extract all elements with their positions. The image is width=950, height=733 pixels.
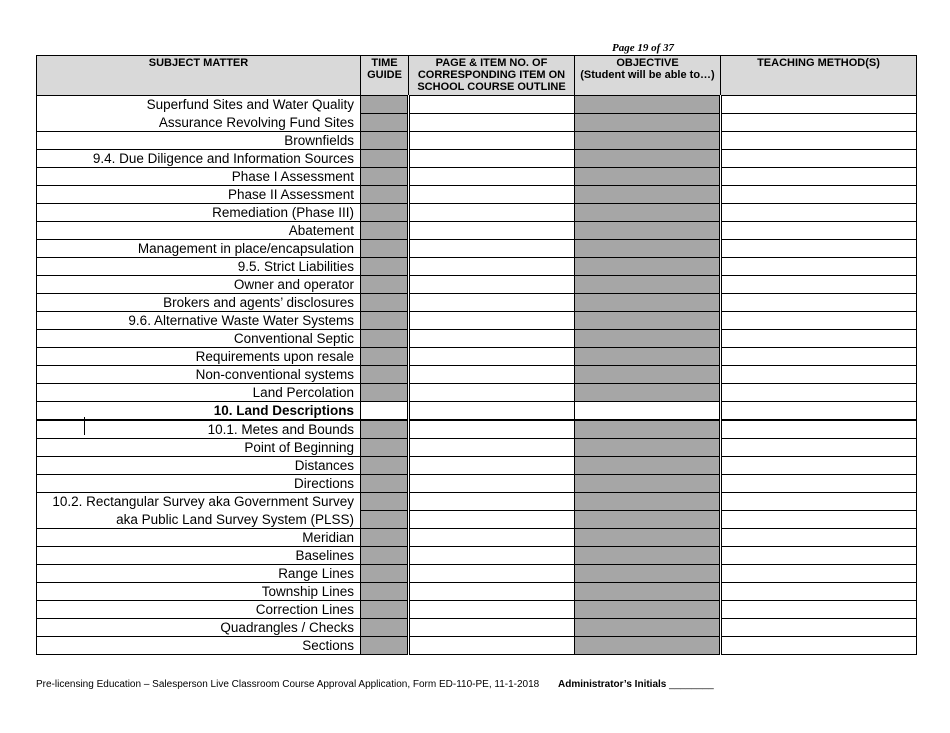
form-identifier: Pre-licensing Education – Salesperson Live Classroom Course Approval Application, Form ED-110-PE, 11-1-2018	[36, 679, 540, 690]
time-guide-cell[interactable]	[361, 637, 409, 655]
objective-cell[interactable]	[575, 348, 721, 366]
subject-cell: Phase II Assessment	[37, 186, 361, 204]
time-guide-cell[interactable]	[361, 511, 409, 529]
page-item-cell[interactable]	[409, 204, 575, 222]
objective-cell[interactable]	[575, 222, 721, 240]
teaching-method-cell[interactable]	[721, 402, 917, 421]
subject-cell: Range Lines	[37, 565, 361, 583]
page-item-cell[interactable]	[409, 312, 575, 330]
objective-cell[interactable]	[575, 619, 721, 637]
table-row	[37, 402, 917, 421]
teaching-method-cell[interactable]	[721, 583, 917, 601]
teaching-method-cell[interactable]	[721, 240, 917, 258]
objective-cell[interactable]	[575, 150, 721, 168]
table-row	[37, 132, 917, 150]
time-guide-cell[interactable]	[361, 330, 409, 348]
objective-cell[interactable]	[575, 114, 721, 132]
table-row	[37, 583, 917, 601]
subject-cell: 10. Land Descriptions	[37, 402, 361, 421]
subject-cell: 10.1. Metes and Bounds	[37, 420, 361, 439]
time-guide-cell[interactable]	[361, 186, 409, 204]
teaching-method-cell[interactable]	[721, 493, 917, 511]
subject-cell: Point of Beginning	[37, 439, 361, 457]
teaching-method-cell[interactable]	[721, 529, 917, 547]
objective-cell[interactable]	[575, 475, 721, 493]
teaching-method-cell[interactable]	[721, 330, 917, 348]
objective-cell[interactable]	[575, 168, 721, 186]
page-item-cell[interactable]	[409, 475, 575, 493]
teaching-method-cell[interactable]	[721, 186, 917, 204]
table-row	[37, 366, 917, 384]
subject-cell: Owner and operator	[37, 276, 361, 294]
page-item-cell[interactable]	[409, 150, 575, 168]
teaching-method-cell[interactable]	[721, 420, 917, 439]
subject-cell: Requirements upon resale	[37, 348, 361, 366]
page-item-cell[interactable]	[409, 240, 575, 258]
subject-cell: Brownfields	[37, 132, 361, 150]
table-row	[37, 601, 917, 619]
objective-cell[interactable]	[575, 258, 721, 276]
table-row	[37, 150, 917, 168]
subject-cell: Directions	[37, 475, 361, 493]
time-guide-cell[interactable]	[361, 439, 409, 457]
subject-cell: Conventional Septic	[37, 330, 361, 348]
teaching-method-cell[interactable]	[721, 276, 917, 294]
page-item-cell[interactable]	[409, 511, 575, 529]
page-footer	[36, 679, 714, 690]
table-row	[37, 204, 917, 222]
time-guide-cell[interactable]	[361, 240, 409, 258]
time-guide-cell[interactable]	[361, 132, 409, 150]
subject-cell: Phase I Assessment	[37, 168, 361, 186]
page-item-cell[interactable]	[409, 114, 575, 132]
page-item-cell[interactable]	[409, 348, 575, 366]
page-item-cell[interactable]	[409, 637, 575, 655]
time-guide-cell[interactable]	[361, 402, 409, 421]
objective-cell[interactable]	[575, 583, 721, 601]
page-item-cell[interactable]	[409, 583, 575, 601]
page-item-cell[interactable]	[409, 565, 575, 583]
teaching-method-cell[interactable]	[721, 204, 917, 222]
objective-cell[interactable]	[575, 529, 721, 547]
time-guide-cell[interactable]	[361, 294, 409, 312]
table-row	[37, 420, 917, 439]
objective-cell[interactable]	[575, 493, 721, 511]
objective-cell[interactable]	[575, 420, 721, 439]
table-row	[37, 168, 917, 186]
teaching-method-cell[interactable]	[721, 96, 917, 114]
subject-cell: 9.6. Alternative Waste Water Systems	[37, 312, 361, 330]
table-row	[37, 294, 917, 312]
teaching-method-cell[interactable]	[721, 637, 917, 655]
page-item-cell[interactable]	[409, 402, 575, 421]
page-item-cell[interactable]	[409, 132, 575, 150]
page-item-cell[interactable]	[409, 186, 575, 204]
time-guide-cell[interactable]	[361, 384, 409, 402]
table-row	[37, 240, 917, 258]
teaching-method-cell[interactable]	[721, 222, 917, 240]
teaching-method-cell[interactable]	[721, 312, 917, 330]
cell-divider	[84, 417, 85, 435]
table-row	[37, 384, 917, 402]
teaching-method-cell[interactable]	[721, 150, 917, 168]
subject-cell: Non-conventional systems	[37, 366, 361, 384]
header-time-guide: TIME GUIDE	[361, 56, 409, 96]
table-row	[37, 529, 917, 547]
time-guide-cell[interactable]	[361, 457, 409, 475]
table-row	[37, 475, 917, 493]
page-item-cell[interactable]	[409, 96, 575, 114]
time-guide-cell[interactable]	[361, 150, 409, 168]
page-item-cell[interactable]	[409, 601, 575, 619]
subject-cell: 9.5. Strict Liabilities	[37, 258, 361, 276]
table-row	[37, 565, 917, 583]
page-item-cell[interactable]	[409, 547, 575, 565]
subject-cell: Abatement	[37, 222, 361, 240]
teaching-method-cell[interactable]	[721, 168, 917, 186]
table-row	[37, 348, 917, 366]
objective-cell[interactable]	[575, 637, 721, 655]
time-guide-cell[interactable]	[361, 475, 409, 493]
teaching-method-cell[interactable]	[721, 114, 917, 132]
table-row	[37, 96, 917, 114]
subject-cell: 10.2. Rectangular Survey aka Government Survey	[37, 493, 361, 511]
table-row	[37, 114, 917, 132]
teaching-method-cell[interactable]	[721, 475, 917, 493]
subject-cell: Brokers and agents’ disclosures	[37, 294, 361, 312]
time-guide-cell[interactable]	[361, 204, 409, 222]
table-row	[37, 439, 917, 457]
table-row	[37, 330, 917, 348]
teaching-method-cell[interactable]	[721, 258, 917, 276]
table-row	[37, 493, 917, 511]
subject-cell: Correction Lines	[37, 601, 361, 619]
table-row	[37, 511, 917, 529]
subject-cell: Superfund Sites and Water Quality	[37, 96, 361, 114]
teaching-method-cell[interactable]	[721, 384, 917, 402]
page-item-cell[interactable]	[409, 420, 575, 439]
subject-cell: Meridian	[37, 529, 361, 547]
objective-cell[interactable]	[575, 457, 721, 475]
teaching-method-cell[interactable]	[721, 132, 917, 150]
time-guide-cell[interactable]	[361, 529, 409, 547]
subject-cell: aka Public Land Survey System (PLSS)	[37, 511, 361, 529]
table-row	[37, 457, 917, 475]
page-item-cell[interactable]	[409, 457, 575, 475]
subject-cell: Sections	[37, 637, 361, 655]
subject-cell: Township Lines	[37, 583, 361, 601]
subject-cell: Remediation (Phase III)	[37, 204, 361, 222]
table-row	[37, 312, 917, 330]
teaching-method-cell[interactable]	[721, 619, 917, 637]
page-number: Page 19 of 37	[612, 42, 675, 54]
objective-cell[interactable]	[575, 240, 721, 258]
time-guide-cell[interactable]	[361, 96, 409, 114]
objective-cell[interactable]	[575, 294, 721, 312]
table-body	[37, 96, 917, 655]
table-row	[37, 619, 917, 637]
time-guide-cell[interactable]	[361, 619, 409, 637]
page-item-cell[interactable]	[409, 366, 575, 384]
header-page-item: PAGE & ITEM NO. OF CORRESPONDING ITEM ON SCHOOL COURSE OUTLINE	[409, 56, 575, 96]
teaching-method-cell[interactable]	[721, 439, 917, 457]
objective-cell[interactable]	[575, 511, 721, 529]
header-teaching-methods: TEACHING METHOD(S)	[721, 56, 917, 96]
page-item-cell[interactable]	[409, 168, 575, 186]
teaching-method-cell[interactable]	[721, 511, 917, 529]
page-item-cell[interactable]	[409, 276, 575, 294]
page-item-cell[interactable]	[409, 439, 575, 457]
time-guide-cell[interactable]	[361, 312, 409, 330]
objective-cell[interactable]	[575, 402, 721, 421]
time-guide-cell[interactable]	[361, 420, 409, 439]
page-item-cell[interactable]	[409, 529, 575, 547]
teaching-method-cell[interactable]	[721, 366, 917, 384]
page-item-cell[interactable]	[409, 222, 575, 240]
table-row	[37, 222, 917, 240]
time-guide-cell[interactable]	[361, 493, 409, 511]
time-guide-cell[interactable]	[361, 168, 409, 186]
teaching-method-cell[interactable]	[721, 565, 917, 583]
course-outline-table	[36, 55, 917, 655]
table-row	[37, 258, 917, 276]
table-row	[37, 186, 917, 204]
page-item-cell[interactable]	[409, 384, 575, 402]
time-guide-cell[interactable]	[361, 258, 409, 276]
subject-cell: Assurance Revolving Fund Sites	[37, 114, 361, 132]
objective-cell[interactable]	[575, 547, 721, 565]
time-guide-cell[interactable]	[361, 348, 409, 366]
header-subject-matter: SUBJECT MATTER	[37, 56, 361, 96]
objective-cell[interactable]	[575, 132, 721, 150]
objective-cell[interactable]	[575, 186, 721, 204]
subject-cell: 9.4. Due Diligence and Information Sources	[37, 150, 361, 168]
objective-cell[interactable]	[575, 366, 721, 384]
page-item-cell[interactable]	[409, 330, 575, 348]
table-row	[37, 276, 917, 294]
page-item-cell[interactable]	[409, 258, 575, 276]
objective-cell[interactable]	[575, 96, 721, 114]
time-guide-cell[interactable]	[361, 222, 409, 240]
page-item-cell[interactable]	[409, 619, 575, 637]
header-objective: OBJECTIVE (Student will be able to…)	[575, 56, 721, 96]
teaching-method-cell[interactable]	[721, 547, 917, 565]
time-guide-cell[interactable]	[361, 276, 409, 294]
objective-cell[interactable]	[575, 439, 721, 457]
objective-cell[interactable]	[575, 601, 721, 619]
teaching-method-cell[interactable]	[721, 294, 917, 312]
subject-cell: Distances	[37, 457, 361, 475]
objective-cell[interactable]	[575, 330, 721, 348]
subject-cell: Baselines	[37, 547, 361, 565]
administrator-initials-field[interactable]: ________	[669, 679, 714, 690]
subject-cell: Quadrangles / Checks	[37, 619, 361, 637]
time-guide-cell[interactable]	[361, 601, 409, 619]
subject-cell: Land Percolation	[37, 384, 361, 402]
time-guide-cell[interactable]	[361, 565, 409, 583]
teaching-method-cell[interactable]	[721, 348, 917, 366]
teaching-method-cell[interactable]	[721, 601, 917, 619]
objective-cell[interactable]	[575, 565, 721, 583]
objective-cell[interactable]	[575, 276, 721, 294]
page-item-cell[interactable]	[409, 294, 575, 312]
objective-cell[interactable]	[575, 312, 721, 330]
header-row	[37, 56, 917, 96]
objective-cell[interactable]	[575, 384, 721, 402]
time-guide-cell[interactable]	[361, 114, 409, 132]
page-item-cell[interactable]	[409, 493, 575, 511]
time-guide-cell[interactable]	[361, 547, 409, 565]
time-guide-cell[interactable]	[361, 583, 409, 601]
teaching-method-cell[interactable]	[721, 457, 917, 475]
subject-cell: Management in place/encapsulation	[37, 240, 361, 258]
table-row	[37, 547, 917, 565]
objective-cell[interactable]	[575, 204, 721, 222]
administrator-initials-label: Administrator’s Initials	[558, 679, 667, 690]
table-row	[37, 637, 917, 655]
time-guide-cell[interactable]	[361, 366, 409, 384]
